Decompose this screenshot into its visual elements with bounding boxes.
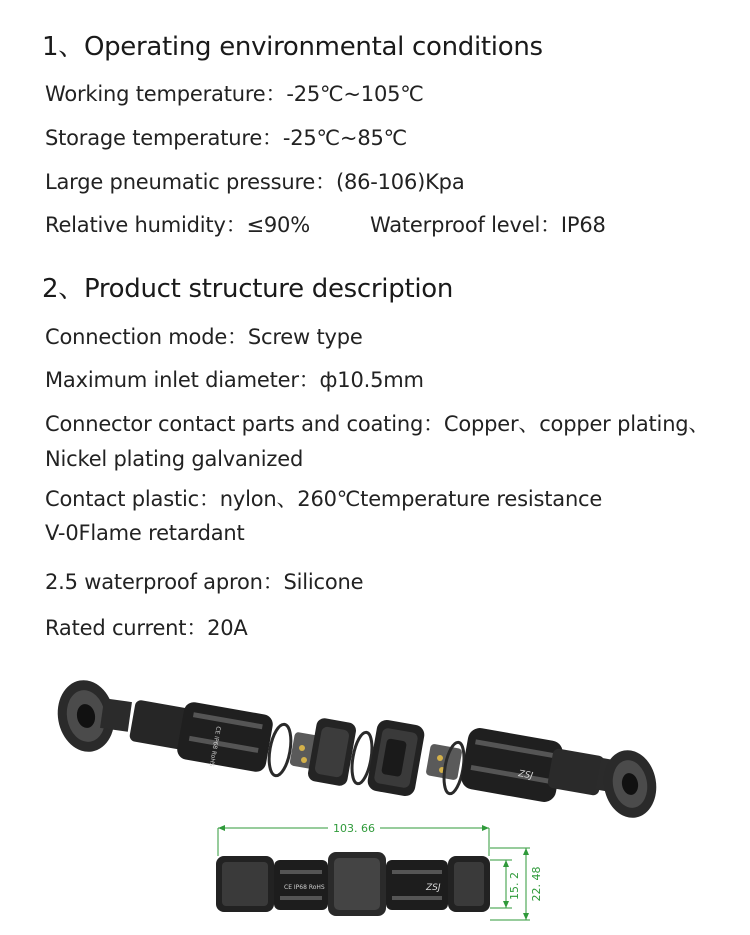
exploded-connector-illustration <box>40 672 680 822</box>
assembled-body-marking: CE IP68 RoHS <box>284 884 325 891</box>
right-cable-nut <box>595 746 661 822</box>
section-heading-product-structure: 2、Product structure description <box>42 274 454 304</box>
plug-body-marking: CE IP68 RoHS <box>207 725 222 768</box>
dimension-outer-height-label: 22. 48 <box>530 866 543 902</box>
left-plug-body <box>129 699 275 773</box>
spec-contact-plastic: Contact plastic：nylon、260℃temperature resistance <box>45 487 603 511</box>
spec-rated-current: Rated current：20A <box>45 616 248 640</box>
assembled-connector-dimension-drawing <box>200 812 560 932</box>
spec-working-temperature: Working temperature：-25℃~105℃ <box>45 82 424 106</box>
left-cable-nut <box>52 676 132 757</box>
spec-relative-humidity: Relative humidity：≤90% <box>45 213 310 237</box>
dimension-length-label: 103. 66 <box>333 822 375 835</box>
spec-flame-retardant: V-0Flame retardant <box>45 521 245 545</box>
assembled-connector-body <box>216 852 490 916</box>
left-coupling-nut <box>307 717 358 787</box>
spec-contact-parts: Connector contact parts and coating：Copper、copper plating、 <box>45 412 710 436</box>
spec-connection-mode: Connection mode：Screw type <box>45 325 363 349</box>
right-socket-housing <box>366 718 426 797</box>
dimension-inner-height-label: 15. 2 <box>508 872 521 900</box>
brand-logo-assembled: ZSJ <box>426 883 441 893</box>
spec-waterproof-level: Waterproof level：IP68 <box>370 213 606 237</box>
spec-waterproof-apron: 2.5 waterproof apron：Silicone <box>45 570 364 594</box>
section-heading-operating-conditions: 1、Operating environmental conditions <box>42 32 543 62</box>
right-plug-body <box>459 726 605 804</box>
spec-inlet-diameter: Maximum inlet diameter：ф10.5mm <box>45 368 424 392</box>
brand-logo-exploded: ZSJ <box>517 769 534 782</box>
spec-storage-temperature: Storage temperature：-25℃~85℃ <box>45 126 408 150</box>
spec-contact-parts-cont: Nickel plating galvanized <box>45 447 304 471</box>
spec-pneumatic-pressure: Large pneumatic pressure：(86-106)Kpa <box>45 170 465 194</box>
